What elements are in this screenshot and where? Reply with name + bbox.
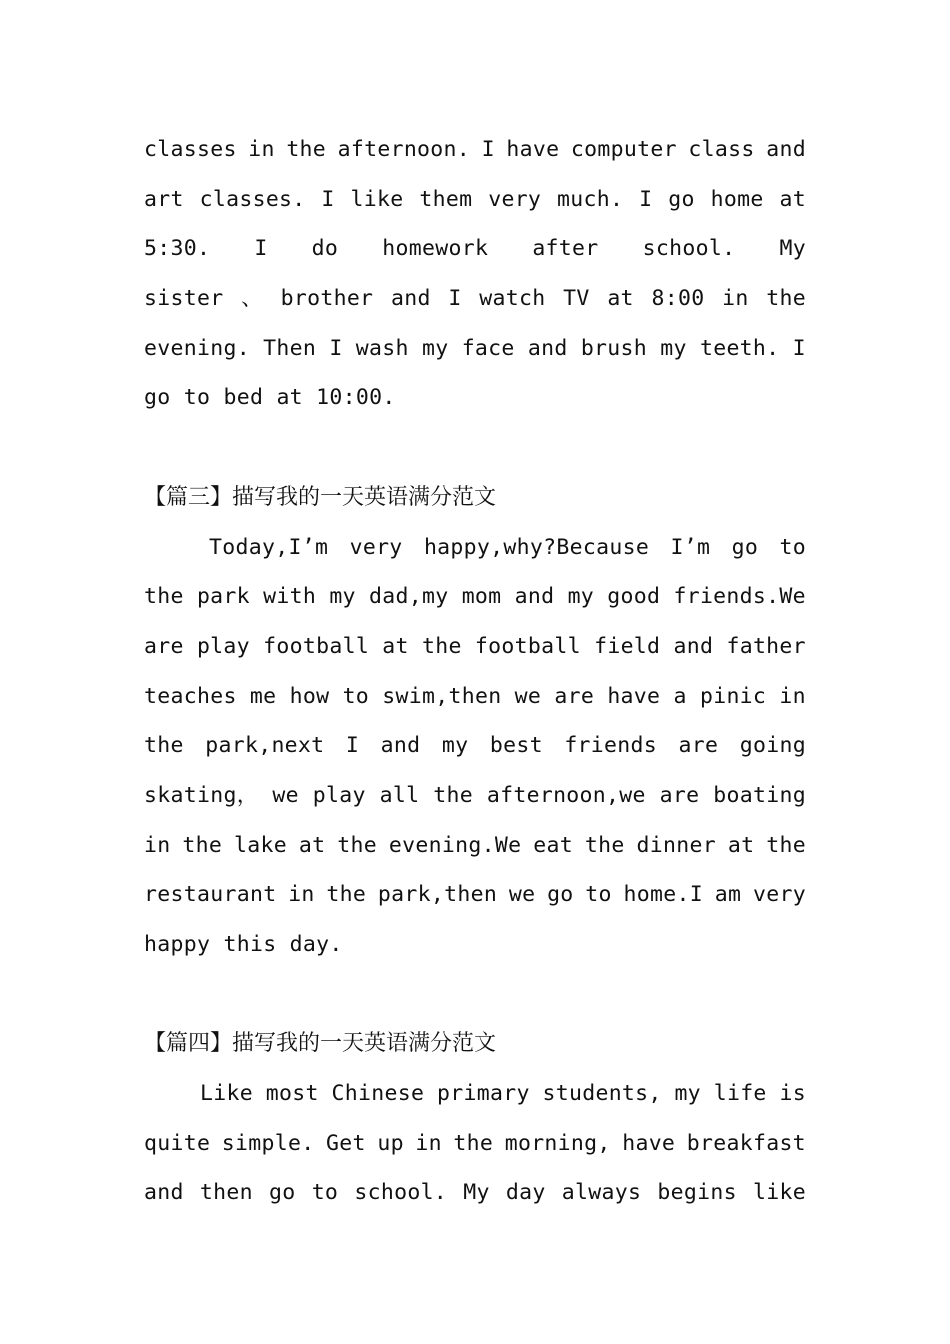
word: the xyxy=(421,633,462,659)
word: classes. xyxy=(199,186,306,212)
word: I’m xyxy=(670,534,711,560)
word: homework xyxy=(382,236,489,262)
word: are xyxy=(659,782,700,808)
word: pinic xyxy=(699,683,767,709)
word: brother xyxy=(280,286,374,312)
word: I xyxy=(481,137,495,162)
section-four-paragraph xyxy=(144,1069,806,1218)
paragraph-line xyxy=(144,1069,806,1119)
word: do xyxy=(311,236,339,262)
word: and xyxy=(514,584,555,610)
word: I xyxy=(792,335,806,361)
word: brush xyxy=(580,335,648,361)
word: am xyxy=(714,882,742,908)
word: evening.We xyxy=(388,832,522,858)
paragraph-line: happy this day. xyxy=(144,932,343,957)
word: Get xyxy=(326,1130,366,1156)
word: most xyxy=(265,1081,319,1107)
word: are xyxy=(554,683,595,709)
word: very xyxy=(752,882,806,908)
word: mom xyxy=(461,584,502,610)
word: and xyxy=(673,633,714,659)
word: go xyxy=(731,534,759,560)
paragraph-line: go to bed at 10:00. xyxy=(144,385,396,411)
word: the xyxy=(286,137,327,162)
word: me xyxy=(249,683,277,709)
word: sister xyxy=(144,286,224,312)
word: much. xyxy=(557,186,624,212)
word: 、 xyxy=(241,286,263,312)
paragraph-line xyxy=(144,324,806,374)
word: in xyxy=(415,1130,442,1156)
word: park,next xyxy=(205,733,325,759)
word: boating xyxy=(713,782,806,808)
word: computer xyxy=(570,137,677,162)
word: my xyxy=(329,584,356,610)
word: go xyxy=(668,186,695,212)
word: students, xyxy=(542,1081,662,1107)
word: with xyxy=(263,584,317,610)
word: like xyxy=(753,1180,806,1206)
word: breakfast xyxy=(686,1130,806,1156)
word: go xyxy=(269,1180,296,1206)
word: at xyxy=(298,832,326,858)
paragraph-line xyxy=(144,572,806,622)
word: classes xyxy=(144,137,237,162)
section-four-heading: 【篇四】描写我的一天英语满分范文 xyxy=(144,1031,497,1057)
word: My xyxy=(779,236,806,262)
word: in xyxy=(288,882,315,908)
word: going xyxy=(739,733,806,759)
word: afternoon,we xyxy=(486,782,646,808)
word: all xyxy=(379,782,420,808)
word: at xyxy=(727,832,755,858)
word: to xyxy=(342,683,370,709)
word: my xyxy=(567,584,595,610)
section-three-heading: 【篇三】描写我的一天英语满分范文 xyxy=(144,484,497,510)
word: like xyxy=(350,186,404,212)
word: simple. xyxy=(221,1130,315,1156)
word: in xyxy=(722,286,749,312)
word: I xyxy=(321,186,335,212)
word: very xyxy=(349,534,403,560)
word: eat xyxy=(533,832,573,858)
word: park,then xyxy=(377,882,498,908)
word: to xyxy=(779,534,806,560)
paragraph-gap xyxy=(144,423,806,473)
word: the xyxy=(337,832,378,858)
word: lake xyxy=(234,832,287,858)
paragraph-line xyxy=(144,1168,806,1218)
word: park xyxy=(196,584,250,610)
word: go xyxy=(547,882,574,908)
word: school. xyxy=(354,1180,448,1206)
word: afternoon. xyxy=(337,137,471,162)
section-two-paragraph xyxy=(144,125,806,423)
word: home.I xyxy=(623,882,703,908)
word: teeth. xyxy=(699,335,780,361)
word: Then xyxy=(263,335,317,361)
paragraph-line xyxy=(144,771,806,821)
word: up xyxy=(377,1130,404,1156)
word: 5:30. xyxy=(144,236,211,262)
paragraph-line xyxy=(144,721,806,771)
word: restaurant xyxy=(144,882,277,908)
paragraph-line xyxy=(144,870,806,920)
paragraph-line xyxy=(144,622,806,672)
word: and xyxy=(766,137,806,162)
word: the xyxy=(766,832,806,858)
word: have xyxy=(506,137,560,162)
word: the xyxy=(433,782,473,808)
paragraph-line xyxy=(144,523,806,573)
word: 8:00 xyxy=(651,286,705,312)
word: face xyxy=(461,335,515,361)
word: is xyxy=(779,1081,806,1107)
word: play xyxy=(312,782,366,808)
word: them xyxy=(419,186,473,212)
word: I xyxy=(448,286,462,312)
word: football xyxy=(474,633,581,659)
word: skating， xyxy=(144,782,259,808)
word: happy,why?Because xyxy=(423,534,650,560)
word: I xyxy=(639,186,653,212)
word: swim,then xyxy=(382,683,502,709)
word: evening. xyxy=(144,335,250,361)
word: football xyxy=(263,633,370,659)
word: Today,I’m xyxy=(209,534,329,560)
word: best xyxy=(489,733,543,759)
paragraph-line xyxy=(144,672,806,722)
word: the xyxy=(326,882,367,908)
paragraph-line xyxy=(144,274,806,324)
word: TV xyxy=(563,286,590,312)
word: life xyxy=(713,1081,767,1107)
word: to xyxy=(311,1180,339,1206)
word: Chinese xyxy=(331,1081,425,1107)
word: after xyxy=(532,236,599,262)
paragraph-gap xyxy=(144,970,806,1020)
word: teaches xyxy=(144,683,237,709)
word: to xyxy=(585,882,612,908)
word: and xyxy=(144,1180,184,1206)
word: my xyxy=(441,733,469,759)
word: in xyxy=(779,683,806,709)
word: I xyxy=(345,733,360,759)
word: school. xyxy=(642,236,736,262)
word: good xyxy=(607,584,661,610)
paragraph-line xyxy=(144,224,806,274)
word: art xyxy=(144,186,184,212)
word: I xyxy=(329,335,343,361)
word: day xyxy=(505,1180,546,1206)
paragraph-line xyxy=(144,175,806,225)
word: at xyxy=(382,633,409,659)
word: a xyxy=(673,683,687,709)
document-body xyxy=(144,125,806,1218)
word: and xyxy=(527,335,568,361)
paragraph-line xyxy=(144,125,806,175)
word: very xyxy=(488,186,542,212)
word: the xyxy=(584,832,625,858)
word: morning, xyxy=(504,1130,611,1156)
word: quite xyxy=(144,1130,211,1156)
word: and xyxy=(390,286,431,312)
word: field xyxy=(594,633,661,659)
word: the xyxy=(182,832,223,858)
word: are xyxy=(678,733,719,759)
word: how xyxy=(289,683,330,709)
paragraph-line xyxy=(144,821,806,871)
word: the xyxy=(453,1130,494,1156)
word: the xyxy=(144,584,184,610)
word: primary xyxy=(436,1081,530,1107)
word: then xyxy=(199,1180,253,1206)
word: play xyxy=(196,633,250,659)
word: and xyxy=(380,733,421,759)
word: Like xyxy=(200,1081,253,1107)
word: the xyxy=(766,286,806,312)
word: my xyxy=(421,335,449,361)
word: friends xyxy=(564,733,658,759)
word: at xyxy=(607,286,634,312)
word: dad,my xyxy=(369,584,449,610)
word: I xyxy=(254,236,268,262)
word: always xyxy=(561,1180,642,1206)
word: we xyxy=(508,882,536,908)
word: watch xyxy=(479,286,546,312)
word: we xyxy=(514,683,542,709)
section-three-paragraph xyxy=(144,523,806,970)
word: friends.We xyxy=(673,584,806,610)
word: my xyxy=(674,1081,701,1107)
word: My xyxy=(463,1180,490,1206)
word: my xyxy=(660,335,687,361)
word: at xyxy=(779,186,806,212)
word: home xyxy=(710,186,764,212)
word: wash xyxy=(355,335,409,361)
word: class xyxy=(688,137,755,162)
word: in xyxy=(144,832,171,858)
word: the xyxy=(144,733,184,759)
word: we xyxy=(272,782,299,808)
paragraph-line xyxy=(144,1119,806,1169)
word: father xyxy=(726,633,806,659)
word: dinner xyxy=(636,832,716,858)
word: are xyxy=(144,633,184,659)
word: in xyxy=(248,137,275,162)
word: have xyxy=(622,1130,676,1156)
word: begins xyxy=(657,1180,737,1206)
word: have xyxy=(607,683,661,709)
